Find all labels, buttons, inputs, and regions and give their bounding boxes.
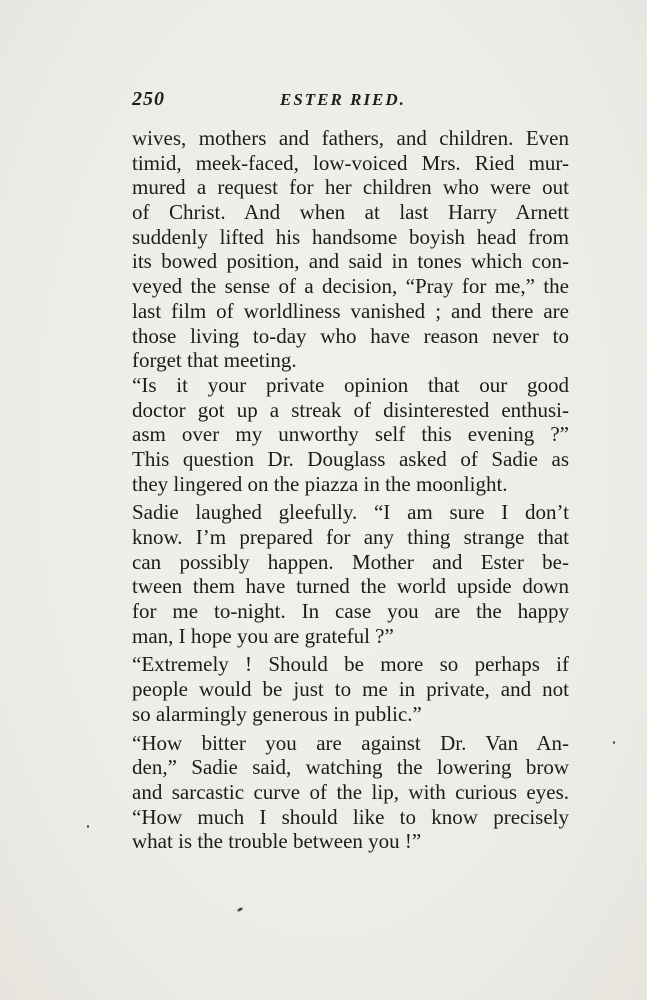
text-line: timid, meek-faced, low-voiced Mrs. Ried mur- [132,150,569,175]
text-line: doctor got up a streak of disinterested enthusi- [132,397,569,422]
text-line: they lingered on the piazza in the moonlight. [132,471,508,496]
text-line: of Christ. And when at last Harry Arnett [132,200,569,225]
text-line: veyed the sense of a decision, “Pray for me,” the [132,274,569,299]
ink-speck [613,741,615,744]
text-line: people would be just to me in private, and not [132,677,569,702]
running-head: ESTER RIED. [280,90,406,109]
text-line: “Is it your private opinion that our good [132,372,569,397]
text-line: tween them have turned the world upside down [132,574,569,599]
text-line: Sadie laughed gleefully. “I am sure I don’t [132,500,569,525]
text-line: and sarcastic curve of the lip, with curious eyes. [132,779,569,804]
text-line: asm over my unworthy self this evening ?” [132,422,569,447]
text-line: suddenly lifted his handsome boyish head from [132,224,569,249]
text-line: This question Dr. Douglass asked of Sadie as [132,446,569,471]
page-header [132,88,572,112]
text-line: can possibly happen. Mother and Ester be- [132,549,569,574]
text-line: man, I hope you are grateful ?” [132,623,394,648]
text-line: wives, mothers and fathers, and children. Even [132,126,569,150]
text-line: den,” Sadie said, watching the lowering brow [132,755,569,780]
text-line: last film of worldliness vanished ; and there are [132,298,569,323]
text-line: “How bitter you are against Dr. Van An- [132,730,569,755]
text-line: so alarmingly generous in public.” [132,701,422,726]
ink-speck [87,825,89,828]
text-line: know. I’m prepared for any thing strange that [132,525,569,549]
text-line: for me to-night. In case you are the happy [132,599,569,624]
text-line: its bowed position, and said in tones which con- [132,249,569,274]
text-line: “Extremely ! Should be more so perhaps if [132,652,569,677]
page-number: 250 [132,88,165,110]
text-line: mured a request for her children who were out [132,175,569,200]
text-line: what is the trouble between you !” [132,829,422,854]
text-line: forget that meeting. [132,348,297,373]
text-line: “How much I should like to know precisely [132,804,569,829]
ink-speck [237,907,244,913]
body-text [132,126,569,854]
text-line: those living to-day who have reason never to [132,323,569,348]
